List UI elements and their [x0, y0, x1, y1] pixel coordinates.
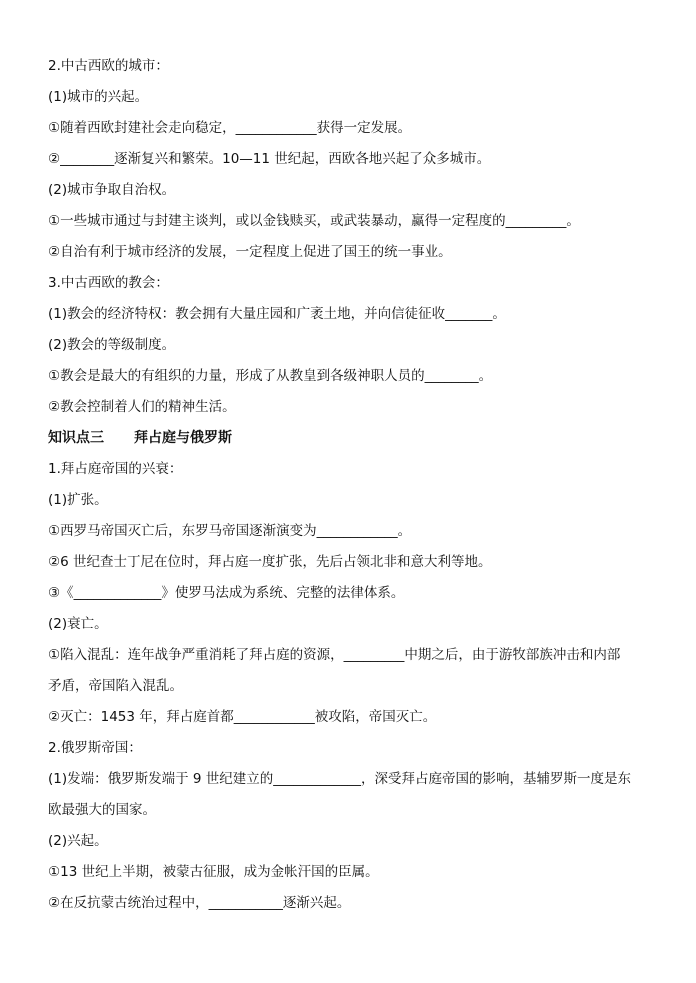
- text-line: 矛盾，帝国陷入混乱。: [48, 678, 183, 694]
- text-line: (1)扩张。: [48, 492, 108, 508]
- text-line: ①陷入混乱：连年战争严重消耗了拜占庭的资源，_________中期之后，由于游牧部族冲击和内部: [48, 647, 621, 663]
- text-line: ①随着西欧封建社会走向稳定，____________获得一定发展。: [48, 120, 412, 136]
- text-line: ①教会是最大的有组织的力量，形成了从教皇到各级神职人员的________。: [48, 368, 493, 384]
- text-line: (1)城市的兴起。: [48, 89, 149, 105]
- text-line: (2)衰亡。: [48, 616, 108, 632]
- text-line: ②自治有利于城市经济的发展，一定程度上促进了国王的统一事业。: [48, 244, 452, 260]
- text-line: ①西罗马帝国灭亡后，东罗马帝国逐渐演变为____________。: [48, 523, 412, 539]
- section-heading-title: 拜占庭与俄罗斯: [134, 430, 232, 446]
- text-line: (1)教会的经济特权：教会拥有大量庄园和广袤土地，并向信徒征收_______。: [48, 306, 506, 322]
- text-line: ③《_____________》使罗马法成为系统、完整的法律体系。: [48, 585, 405, 601]
- text-line: ①13 世纪上半期，被蒙古征服，成为金帐汗国的臣属。: [48, 864, 379, 880]
- text-line: ①一些城市通过与封建主谈判，或以金钱赎买，或武装暴动，赢得一定程度的_________。: [48, 213, 580, 229]
- text-line: (2)城市争取自治权。: [48, 182, 176, 198]
- text-line: (2)教会的等级制度。: [48, 337, 176, 353]
- text-line: 2.中古西欧的城市：: [48, 58, 169, 74]
- text-line: 欧最强大的国家。: [48, 802, 156, 818]
- section-heading: [48, 429, 232, 447]
- text-line: (1)发端：俄罗斯发端于 9 世纪建立的_____________，深受拜占庭帝国的影响，基辅罗斯一度是东: [48, 771, 632, 787]
- section-heading-label: 知识点三: [48, 430, 104, 446]
- text-line: ②在反抗蒙古统治过程中，___________逐渐兴起。: [48, 895, 351, 911]
- text-line: ②教会控制着人们的精神生活。: [48, 399, 236, 415]
- text-line: ②6 世纪查士丁尼在位时，拜占庭一度扩张，先后占领北非和意大利等地。: [48, 554, 492, 570]
- text-line: ②灭亡：1453 年，拜占庭首都____________被攻陷，帝国灭亡。: [48, 709, 437, 725]
- text-line: (2)兴起。: [48, 833, 108, 849]
- text-line: 3.中古西欧的教会：: [48, 275, 169, 291]
- text-line: ②________逐渐复兴和繁荣。10—11 世纪起，西欧各地兴起了众多城市。: [48, 151, 491, 167]
- text-line: 2.俄罗斯帝国：: [48, 740, 142, 756]
- text-line: 1.拜占庭帝国的兴衰：: [48, 461, 183, 477]
